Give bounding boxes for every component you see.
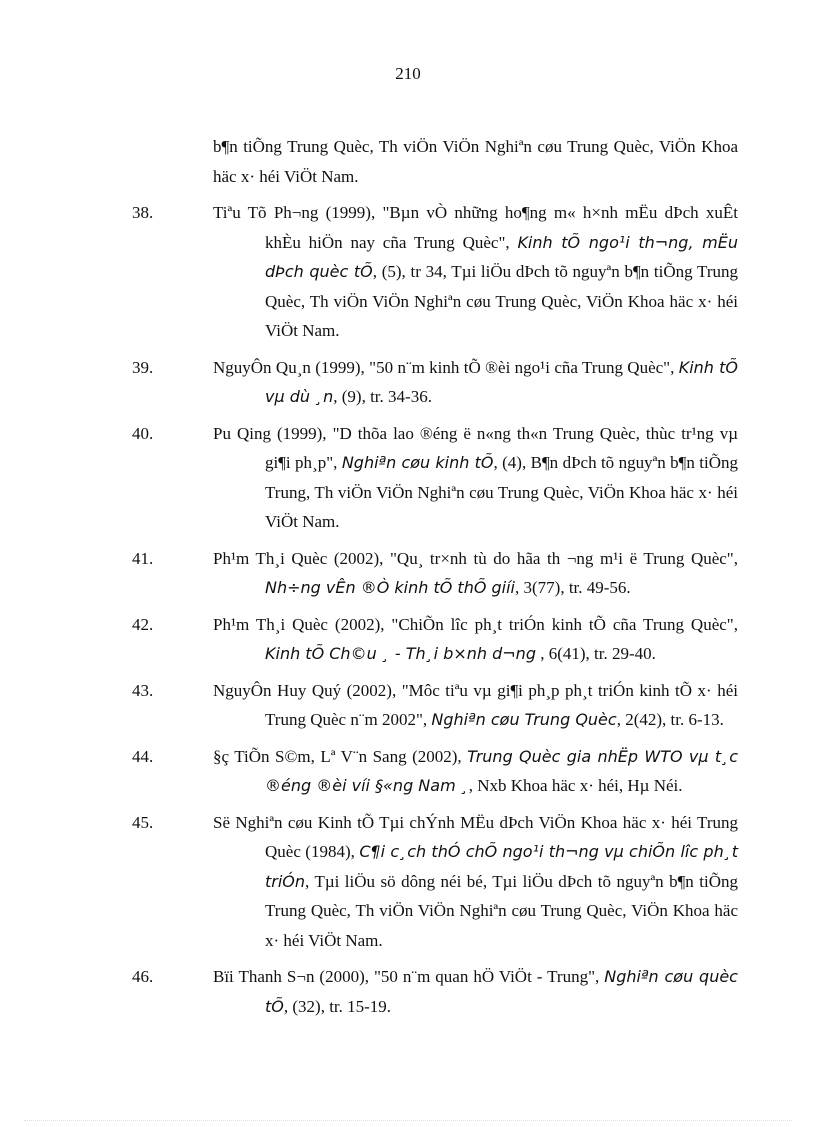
reference-title-italic: Nghiªn cøu quèc tÕ [265,967,738,1016]
reference-text-plain: NguyÔn Huy Quý (2002), "Môc tiªu vµ gi¶i ph¸p ph¸t triÓn kinh tÕ x· héi Trung Quèc n¨m 2002", [213,680,738,729]
reference-text-plain: Ph¹m Th¸i Quèc (2002), "Qu¸ tr×nh tù do hãa th ¬ng m¹i ë Trung Quèc", [213,548,738,568]
reference-item [132,742,738,801]
reference-item [132,132,738,191]
bottom-rule [24,1120,792,1121]
reference-item [132,544,738,603]
reference-title-italic: Kinh tÕ ngo¹i th¬ng, mËu dÞch quèc tÕ [265,232,738,281]
reference-text [213,132,738,191]
reference-text [213,808,738,956]
reference-text-plain: Së Nghiªn cøu Kinh tÕ Tµi chÝnh MËu dÞch ViÖn Khoa häc x· héi Trung Quèc (1984), [213,812,738,861]
reference-item [132,676,738,735]
reference-text [213,962,738,1021]
reference-number: 44. [132,746,154,766]
reference-text-plain: Ph¹m Th¸i Quèc (2002), "ChiÕn lîc ph¸t triÓn kinh tÕ cña Trung Quèc", [213,614,738,634]
reference-number: 46. [132,967,154,986]
reference-text-plain: Pu Qing (1999), "D thõa lao ®éng ë n«ng th«n Trung Quèc, thùc tr¹ng vµ gi¶i ph¸p", [213,423,738,472]
reference-title-italic: Nghiªn cøu kinh tÕ [341,453,494,472]
reference-text [213,353,738,412]
reference-text-tail: , 2(42), tr. 6-13. [616,710,724,729]
reference-text-plain: Tiªu Tõ Ph¬ng (1999), "Bµn vÒ những ho¶ng m« h×nh mËu dÞch xuÊt khÈu hiÖn nay cña Trung Quèc", [213,203,738,252]
reference-text [213,419,738,537]
reference-text [213,676,738,735]
reference-text-tail: , (5), tr 34, Tµi liÖu dÞch tõ nguyªn b¶n tiÕng Trung Quèc, Th viÖn ViÖn Nghiªn cøu Trung Quèc, ViÖn Khoa häc x· héi ViÖt Nam. [265,262,738,340]
reference-list [132,132,738,1028]
page-number: 210 [395,64,421,83]
reference-number: 39. [132,357,154,377]
reference-number: 38. [132,203,154,222]
reference-text [213,198,738,346]
reference-title-italic: Nghiªn cøu Trung Quèc [431,710,617,729]
reference-number: 43. [132,680,154,700]
reference-text-plain: Bïi Thanh S¬n (2000), "50 n¨m quan hÖ ViÖt - Trung", [213,967,605,986]
reference-item [132,808,738,956]
reference-item [132,419,738,537]
reference-title-italic: C¶i c¸ch thÓ chÕ ngo¹i th¬ng vµ chiÕn lîc ph¸t triÓn [265,842,738,891]
reference-number: 40. [132,423,154,443]
reference-item [132,962,738,1021]
reference-item [132,610,738,669]
reference-text-tail: , 6(41), tr. 29-40. [535,644,656,663]
reference-text-plain: §ç TiÕn S©m, Lª V¨n Sang (2002), [213,746,468,766]
reference-text-tail: , 3(77), tr. 49-56. [515,578,631,597]
reference-text-plain: b¶n tiÕng Trung Quèc, Th viÖn ViÖn Nghiªn cøu Trung Quèc, ViÖn Khoa häc x· héi ViÖt Nam. [213,137,738,186]
reference-title-italic: Nh÷ng vÊn ®Ò kinh tÕ thÕ giíi [265,578,515,597]
reference-number: 42. [132,614,154,634]
reference-number: 45. [132,812,154,832]
reference-text-plain: NguyÔn Qu¸n (1999), "50 n¨m kinh tÕ ®èi ngo¹i cña Trung Quèc", [213,357,679,377]
reference-text-tail: , Tµi liÖu sö dông néi bé, Tµi liÖu dÞch tõ nguyªn b¶n tiÕng Trung Quèc, Th viÖn ViÖn Nghiªn cøu Trung Quèc, ViÖn Khoa häc x· héi ViÖt Nam. [265,871,738,950]
reference-title-italic: Kinh tÕ Ch©u ¸ - Th¸i b×nh d¬ng [265,644,536,663]
reference-number: 41. [132,548,154,568]
reference-text [213,544,738,603]
reference-text-tail: , Nxb Khoa häc x· héi, Hµ Néi. [468,776,683,795]
reference-text [213,610,738,669]
reference-title-italic: Trung Quèc gia nhËp WTO vµ t¸c ®éng ®èi víi §«ng Nam ¸ [265,746,738,795]
reference-text-tail: , (9), tr. 34-36. [333,387,432,406]
reference-item [132,198,738,346]
reference-text [213,742,738,801]
reference-item [132,353,738,412]
reference-text-tail: , (4), B¶n dÞch tõ nguyªn b¶n tiÕng Trung, Th viÖn ViÖn Nghiªn cøu Trung Quèc, ViÖn Khoa häc x· héi ViÖt Nam. [265,453,739,531]
reference-text-tail: , (32), tr. 15-19. [283,996,392,1016]
reference-title-italic: Kinh tÕ vµ dù ¸n [265,357,738,406]
